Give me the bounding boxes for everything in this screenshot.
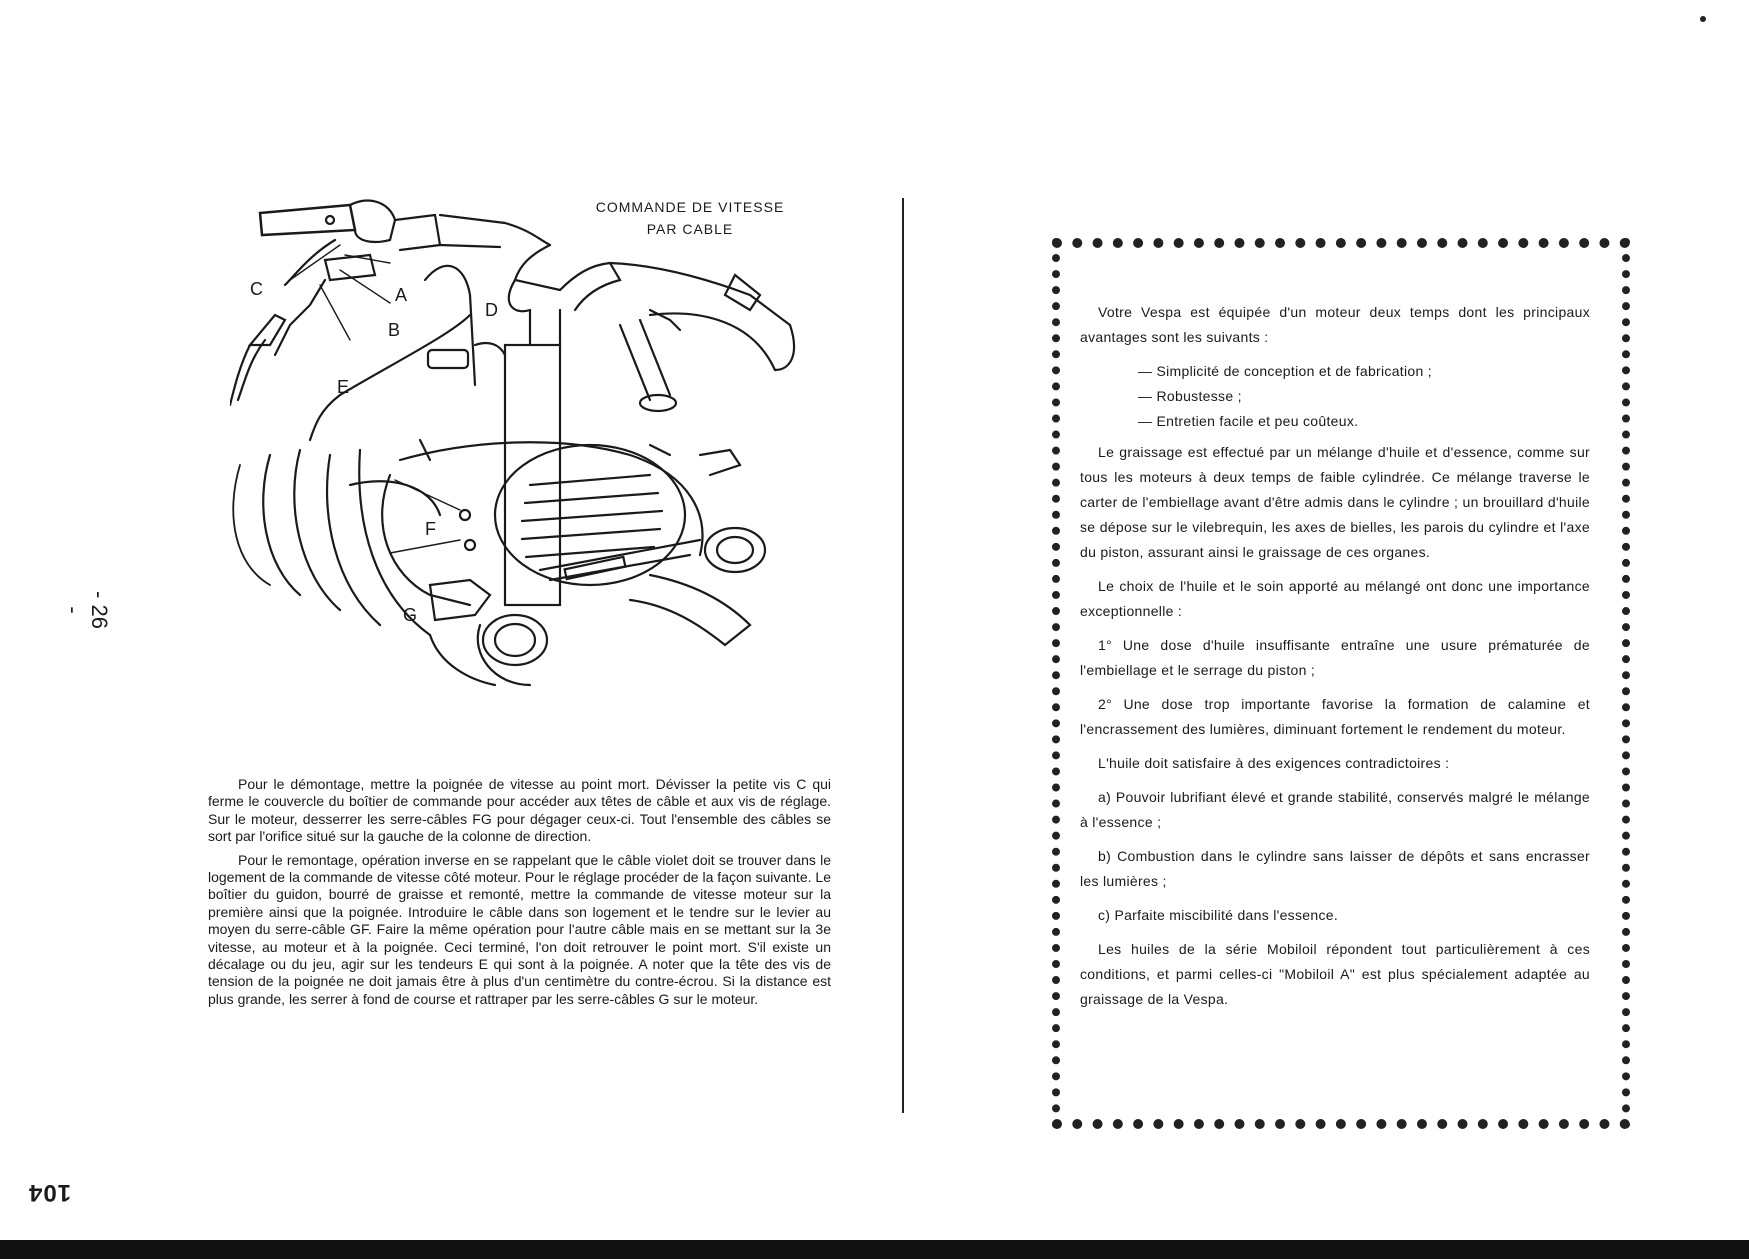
label-a: A — [395, 285, 408, 305]
gear-cable-illustration — [230, 185, 830, 755]
label-c: C — [250, 279, 263, 299]
scan-bottom-bar — [0, 1240, 1749, 1259]
paragraph-a: a) Pouvoir lubrifiant élevé et grande stabilité, conservés malgré le mélange à l'essence ; — [1080, 789, 1590, 830]
page-number: 104 — [28, 1179, 72, 1206]
page-divider — [902, 198, 904, 1113]
side-page-number: - 26 - — [61, 591, 112, 629]
label-b: B — [388, 320, 401, 340]
figure-title-line2: PAR CABLE — [646, 221, 734, 237]
label-f: F — [425, 519, 436, 539]
paragraph-dose-1: 1° Une dose d'huile insuffisante entraîne une usure prématurée de l'embiellage et le serrage du piston ; — [1080, 637, 1590, 678]
label-d: D — [485, 300, 498, 320]
paragraph-dose-2: 2° Une dose trop importante favorise la formation de calamine et l'encrassement des lumières, diminuant fortement le rendement du moteur. — [1080, 696, 1590, 737]
figure-title-line1: COMMANDE DE VITESSE — [595, 199, 785, 215]
paragraph-remontage: Pour le remontage, opération inverse en se rappelant que le câble violet doit se trouver dans le logement de la commande de vitesse côté moteur. Pour le réglage procéder de la façon suivante. Le boîtier du guidon, bourré de graisse et remonté, mettre la commande de vitesse moteur sur la première ainsi que la poignée. Introduire le câble dans son logement et le tendre sur le levier au moyen du serre-câble GF. Faire la même opération pour l'autre câble mais en se mettant sur la 3e vitesse, au moteur et à la poignée. Ceci terminé, l'on doit retrouver le point mort. S'il existe un décalage ou du jeu, agir sur les tendeurs E qui sont à la poignée. A noter que la tête des vis de tension de la poignée ne doit jamais être à plus d'un centimètre du contre-écrou. Si la distance est plus grande, les serrer à fond de course et rattraper par les serre-câbles G sur le moteur. — [208, 851, 831, 1007]
scan-mark — [1700, 16, 1706, 22]
list-item: — Simplicité de conception et de fabrication ; — [1138, 363, 1432, 379]
paragraph-c: c) Parfaite miscibilité dans l'essence. — [1098, 907, 1339, 923]
paragraph-choix: Le choix de l'huile et le soin apporté au mélangé ont donc une importance exceptionnelle : — [1080, 578, 1590, 619]
framed-box-text — [1080, 300, 1590, 1021]
paragraph-exigences: L'huile doit satisfaire à des exigences contradictoires : — [1098, 755, 1450, 771]
list-item: — Robustesse ; — [1138, 388, 1242, 404]
paragraph-intro: Votre Vespa est équipée d'un moteur deux temps dont les principaux avantages sont les suivants : — [1080, 304, 1590, 345]
paragraph-graissage: Le graissage est effectué par un mélange d'huile et d'essence, comme sur tous les moteurs à deux temps de faible cylindrée. Ce mélange traverse le carter de l'embiellage avant d'être admis dans le cylindre ; un brouillard d'huile se dépose sur le vilebrequin, les axes de bielles, les parois du cylindre et l'axe du piston, assurant ainsi le graissage de ces organes. — [1080, 444, 1590, 560]
label-e: E — [337, 377, 350, 397]
advantages-list — [1080, 359, 1590, 434]
paragraph-mobiloil: Les huiles de la série Mobiloil répondent tout particulièrement à ces conditions, et parmi celles-ci "Mobiloil A" est plus spécialement adaptée au graissage de la Vespa. — [1080, 941, 1590, 1007]
list-item: — Entretien facile et peu coûteux. — [1138, 413, 1359, 429]
paragraph-demontage: Pour le démontage, mettre la poignée de vitesse au point mort. Dévisser la petite vis C qui ferme le couvercle du boîtier de commande pour accéder aux têtes de câble et aux vis de réglage. Sur le moteur, desserrer les serre-câbles FG pour dégager ceux-ci. Tout l'ensemble des câbles se sort par l'orifice situé sur la gauche de la colonne de direction. — [208, 776, 831, 845]
label-g: G — [403, 605, 418, 625]
paragraph-b: b) Combustion dans le cylindre sans laisser de dépôts et sans encrasser les lumières ; — [1080, 848, 1590, 889]
left-body-text — [208, 776, 831, 1014]
